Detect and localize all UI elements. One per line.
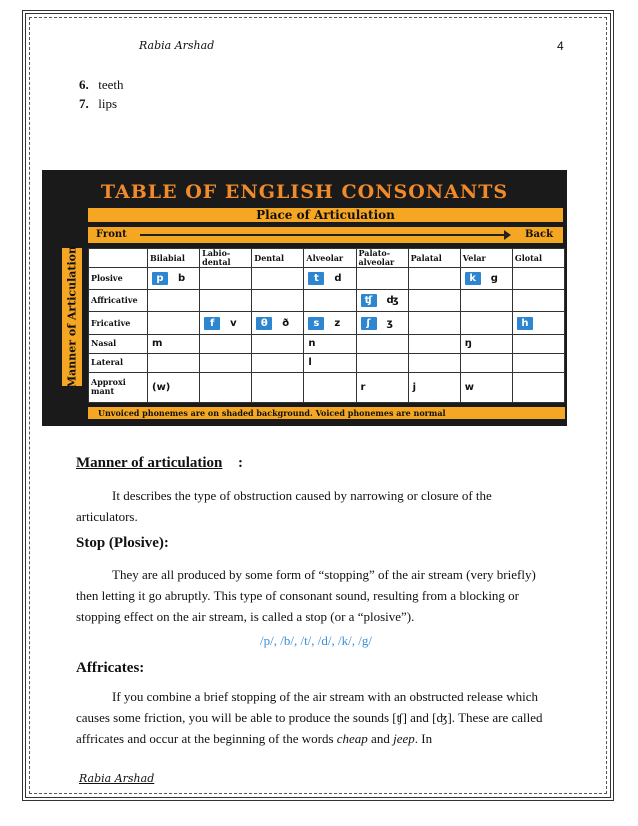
front-back-bar — [88, 227, 563, 243]
phoneme-unvoiced: θ — [256, 317, 272, 330]
table-cell — [148, 353, 200, 372]
table-cell — [304, 353, 356, 372]
phoneme-voiced: b — [178, 273, 186, 285]
manner-of-articulation-label: Manner of Articulation — [62, 248, 82, 386]
table-cell — [408, 353, 460, 372]
table-cell — [200, 372, 252, 402]
column-header: Alveolar — [304, 249, 356, 268]
phoneme-voiced: j — [412, 381, 417, 393]
table-cell — [252, 268, 304, 290]
consonant-chart-figure — [42, 170, 567, 426]
arrow-right-icon — [140, 234, 505, 236]
stop-paragraph: They are all produced by some form of “stopping” of the air stream (very briefly) then letting it go abruptly. This type of consonant sound, resulting from a blocking or stopping effect on the air stream, is called a stop (or a “plosive”). — [76, 567, 536, 624]
table-cell — [200, 353, 252, 372]
table-cell — [460, 312, 512, 334]
table-cell — [460, 334, 512, 353]
numbered-list — [79, 75, 124, 113]
phoneme-voiced: m — [152, 338, 163, 350]
phoneme-unvoiced: ʃ — [361, 317, 377, 330]
place-of-articulation-label: Place of Articulation — [88, 208, 563, 222]
table-cell — [356, 312, 408, 334]
table-cell — [460, 268, 512, 290]
phoneme-voiced: v — [230, 317, 237, 329]
table-cell — [252, 312, 304, 334]
list-item: 7. lips — [79, 96, 118, 111]
phoneme-voiced: r — [360, 381, 366, 393]
table-row — [89, 268, 565, 290]
affricates-paragraph: If you combine a brief stopping of the air stream with an obstructed release which causes some friction, you will be able to produce the sounds [ʧ] and [ʤ]. These are called affricates and occur at the beginning of the words cheap and jeep. In — [76, 689, 543, 746]
table-cell — [460, 353, 512, 372]
table-cell — [460, 290, 512, 312]
word-cheap: cheap — [336, 731, 368, 746]
table-cell — [512, 372, 564, 402]
table-corner-cell — [89, 249, 148, 268]
table-cell — [408, 290, 460, 312]
table-cell — [408, 268, 460, 290]
row-label: Approxi mant — [89, 372, 148, 402]
phoneme-voiced: ʤ — [386, 295, 399, 307]
table-cell — [304, 290, 356, 312]
phoneme-voiced: d — [334, 273, 342, 285]
table-cell — [460, 372, 512, 402]
table-row — [89, 334, 565, 353]
phoneme-voiced: g — [490, 273, 498, 285]
row-label: Affricative — [89, 290, 148, 312]
table-cell — [356, 353, 408, 372]
phoneme-voiced: ʒ — [386, 317, 393, 329]
table-cell — [512, 290, 564, 312]
phoneme-unvoiced: k — [465, 272, 481, 285]
row-label: Fricative — [89, 312, 148, 334]
table-cell — [408, 312, 460, 334]
table-cell — [512, 268, 564, 290]
table-cell — [356, 268, 408, 290]
table-cell — [304, 268, 356, 290]
phoneme-voiced: w — [464, 381, 474, 393]
phoneme-unvoiced: p — [152, 272, 168, 285]
list-item: 6. teeth — [79, 77, 124, 92]
table-cell — [200, 268, 252, 290]
phoneme-voiced: ŋ — [464, 338, 472, 350]
table-cell — [200, 290, 252, 312]
table-cell — [252, 372, 304, 402]
figure-title: TABLE OF ENGLISH CONSONANTS — [100, 181, 509, 203]
manner-paragraph: It describes the type of obstruction caused by narrowing or closure of the articulators. — [76, 488, 492, 524]
phoneme-voiced: n — [308, 338, 316, 350]
consonant-table — [88, 248, 565, 403]
column-header: Bilabial — [148, 249, 200, 268]
stop-examples: /p/, /b/, /t/, /d/, /k/, /g/ — [260, 633, 372, 648]
column-header: Glotal — [512, 249, 564, 268]
table-cell — [304, 334, 356, 353]
manner-heading: Manner of articulation — [76, 455, 223, 471]
table-cell — [148, 268, 200, 290]
table-cell — [408, 334, 460, 353]
table-row — [89, 312, 565, 334]
table-cell — [200, 334, 252, 353]
stop-heading: Stop (Plosive): — [76, 535, 169, 551]
table-cell — [252, 334, 304, 353]
table-cell — [148, 334, 200, 353]
header-author: Rabia Arshad — [139, 39, 215, 52]
phoneme-unvoiced: s — [308, 317, 324, 330]
phoneme-voiced: l — [308, 357, 312, 369]
phoneme-unvoiced: t — [308, 272, 324, 285]
affricates-heading: Affricates: — [76, 660, 145, 676]
row-label: Plosive — [89, 268, 148, 290]
table-row — [89, 372, 565, 402]
table-cell — [200, 312, 252, 334]
table-cell — [252, 353, 304, 372]
table-cell — [252, 290, 304, 312]
table-row — [89, 353, 565, 372]
table-cell — [356, 290, 408, 312]
column-header: Palatal — [408, 249, 460, 268]
table-cell — [304, 372, 356, 402]
figure-note: Unvoiced phonemes are on shaded background. Voiced phonemes are normal — [88, 407, 565, 419]
table-cell — [512, 353, 564, 372]
table-cell — [512, 312, 564, 334]
table-row — [89, 290, 565, 312]
column-header: Velar — [460, 249, 512, 268]
table-cell — [356, 334, 408, 353]
phoneme-unvoiced: ʧ — [361, 294, 377, 307]
table-cell — [408, 372, 460, 402]
word-jeep: jeep — [393, 731, 415, 746]
table-cell — [512, 334, 564, 353]
row-label: Lateral — [89, 353, 148, 372]
table-cell — [148, 290, 200, 312]
column-header: Palato-alveolar — [356, 249, 408, 268]
table-cell — [304, 312, 356, 334]
page-number: 4 — [557, 39, 564, 53]
front-label: Front — [96, 229, 127, 240]
phoneme-unvoiced: h — [517, 317, 533, 330]
back-label: Back — [525, 229, 553, 240]
phoneme-voiced: z — [334, 317, 341, 329]
phoneme-voiced: ð — [282, 317, 290, 329]
phoneme-unvoiced: f — [204, 317, 220, 330]
table-cell — [148, 312, 200, 334]
consonant-table-wrap — [88, 248, 565, 403]
phoneme-voiced: (w) — [152, 381, 171, 393]
table-cell — [356, 372, 408, 402]
row-label: Nasal — [89, 334, 148, 353]
column-header: Dental — [252, 249, 304, 268]
manner-heading-colon: : — [238, 455, 243, 471]
footer-author: Rabia Arshad — [79, 772, 155, 785]
column-header: Labio-dental — [200, 249, 252, 268]
table-cell — [148, 372, 200, 402]
